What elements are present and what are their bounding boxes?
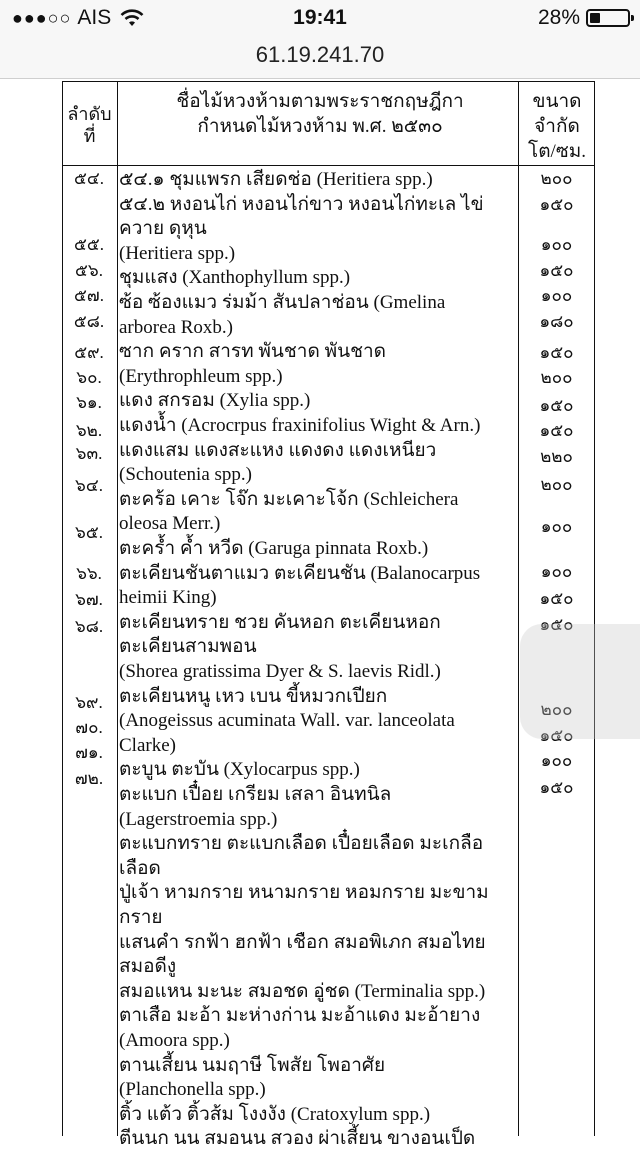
status-bar (0, 0, 640, 40)
size-limit-value: ๑๐๐ (540, 517, 573, 536)
tree-name-line: ปู่เจ้า หามกราย หนามกราย หอมกราย มะขาม (119, 882, 489, 904)
row-number: ๖๒. (75, 421, 103, 440)
tree-name-line: ตะเคียนทราย ชวย คันหอก ตะเคียนหอก (119, 611, 441, 633)
size-limit-value: ๑๕๐ (539, 589, 574, 608)
tree-name-line: สมอดีงู (119, 956, 177, 978)
tree-name-line: (Amoora spp.) (119, 1030, 230, 1051)
tree-name-line: กราย (119, 907, 163, 928)
size-limit-value: ๒๐๐ (540, 475, 573, 494)
size-limit-value: ๒๐๐ (540, 169, 573, 188)
size-limit-value: ๒๐๐ (540, 368, 573, 387)
row-number: ๖๔. (75, 476, 103, 495)
row-number: ๖๐. (76, 368, 102, 387)
tree-name-line: (Shorea gratissima Dyer & S. laevis Ridl.) (119, 661, 441, 682)
header-tree-name: ชื่อไม้หวงห้ามตามพระราชกฤษฎีกากำหนดไม้หวงห้าม พ.ศ. ๒๕๓๐ (176, 91, 464, 137)
size-limit-value: ๑๐๐ (540, 751, 573, 770)
tree-name-line: ตะเคียนหนู เหว เบน ขี้หมวกเปียก (119, 685, 388, 707)
tree-name-line: ตะเคียนสามพอน (119, 636, 257, 658)
row-number: ๖๓. (75, 444, 103, 463)
row-number: ๗๒. (74, 769, 104, 788)
tree-name-line: heimii King) (119, 587, 217, 609)
tree-name-line: สมอแหน มะนะ สมอชด อู่ชด (Terminalia spp.) (119, 980, 486, 1002)
table-border-right (594, 81, 595, 1136)
size-limit-value: ๑๕๐ (539, 778, 574, 797)
address-bar[interactable] (0, 40, 640, 79)
tree-name-line: แสนคำ รกฟ้า ฮกฟ้า เชือก สมอพิเภก สมอไทย (119, 931, 486, 953)
row-number: ๖๙. (75, 693, 103, 712)
row-number: ๖๖. (76, 564, 102, 583)
signal-strength-icon: ●●●○○ (12, 7, 72, 28)
table-header-divider (62, 165, 594, 166)
size-limit-value: ๑๘๐ (539, 312, 574, 331)
clock: 19:41 (293, 6, 347, 29)
header-sequence: ลำดับที่ (67, 104, 112, 146)
size-limit-value: ๒๒๐ (540, 447, 573, 466)
row-number: ๕๙. (74, 343, 104, 362)
tree-name-line: ตะแบกทราย ตะแบกเลือด เปื๋อยเลือด มะเกลือ (119, 833, 484, 855)
tree-name-line: ตะคร้อ เคาะ โจ๊ก มะเคาะโจ้ก (Schleichera (119, 488, 459, 510)
size-limit-value: ๑๕๐ (539, 615, 574, 634)
tree-name-line: ตะคร้ำ ค้ำ หวีด (Garuga pinnata Roxb.) (119, 538, 429, 559)
tree-name-line: ตะแบก เปื๋อย เกรียม เสลา อินทนิล (119, 784, 392, 805)
size-limit-value: ๑๐๐ (540, 562, 573, 581)
tree-name-line: ชุมแสง (Xanthophyllum spp.) (119, 267, 351, 289)
tree-name-line: arborea Roxb.) (119, 316, 233, 338)
table-top-border (62, 81, 594, 82)
size-limit-value: ๑๕๐ (539, 726, 574, 745)
tree-name-line: Clarke) (119, 734, 176, 756)
row-number: ๕๖. (75, 261, 103, 280)
size-limit-value: ๑๕๐ (539, 421, 574, 440)
tree-name-line: ๕๔.๒ หงอนไก่ หงอนไก่ขาว หงอนไก่ทะเล ไข่ (119, 193, 484, 215)
tree-name-line: ซ้อ ซ้องแมว ร่มม้า สันปลาช่อน (Gmelina (119, 292, 446, 313)
battery-tip (631, 15, 634, 21)
row-number: ๖๗. (75, 590, 103, 609)
tree-name-line: ตะบูน ตะบัน (Xylocarpus spp.) (119, 759, 360, 781)
size-limit-value: ๑๕๐ (539, 195, 574, 214)
size-limit-value: ๑๕๐ (539, 396, 574, 415)
row-number: ๖๕. (75, 523, 103, 542)
tree-name-line: ตีนนก นน สมอนน สวอง ผ่าเสี้ยน ขางอนเป็ด (119, 1128, 476, 1150)
battery-level-fill (590, 13, 600, 23)
tree-name-line: (Erythrophleum spp.) (119, 365, 283, 387)
status-right (538, 6, 630, 30)
tree-name-line: (Anogeissus acuminata Wall. var. lanceolata (119, 710, 455, 732)
tree-name-line: ควาย ดุหุน (119, 218, 207, 240)
row-number: ๕๗. (74, 286, 104, 305)
tree-name-line: ๕๔.๑ ชุมแพรก เสียดช่อ (Heritiera spp.) (119, 169, 433, 190)
carrier-label: AIS (77, 6, 112, 29)
battery-icon (586, 9, 630, 27)
url-text[interactable]: 61.19.241.70 (255, 42, 385, 67)
size-limit-value: ๒๐๐ (540, 700, 573, 719)
tree-name-line: แดงแสม แดงสะแหง แดงดง แดงเหนียว (119, 439, 437, 461)
tree-name-line: (Lagerstroemia spp.) (119, 808, 278, 830)
row-number: ๖๑. (76, 393, 102, 412)
tree-name-line: ตะเคียนชันตาแมว ตะเคียนชัน (Balanocarpus (119, 562, 481, 584)
battery-percent: 28% (537, 6, 580, 29)
tree-name-line: ซาก คราก สารท พันชาด พันชาด (119, 341, 386, 363)
tree-name-line: ตาเสือ มะอ้า มะห่างก่าน มะอ้าแดง มะอ้ายาง (119, 1005, 481, 1027)
tree-name-line: แดง สกรอม (Xylia spp.) (119, 390, 311, 412)
tree-name-line: ตานเสี้ยน นมฤาษี โพสัย โพอาศัย (119, 1054, 386, 1076)
tree-name-line: (Heritiera spp.) (119, 242, 236, 264)
table-divider-1 (117, 81, 118, 1136)
tree-name-line: เลือด (119, 857, 161, 879)
header-size-limit: ขนาดจำกัดโต/ซม. (528, 91, 586, 162)
row-number: ๕๘. (73, 312, 105, 331)
row-number: ๕๕. (74, 235, 104, 254)
size-limit-value: ๑๐๐ (540, 235, 573, 254)
row-number: ๗๑. (75, 743, 103, 762)
tree-name-line: (Planchonella spp.) (119, 1079, 266, 1101)
tree-name-line: (Schoutenia spp.) (119, 464, 252, 486)
document-page (0, 79, 640, 1150)
size-limit-value: ๑๕๐ (539, 343, 574, 362)
tree-name-line: ติ้ว แต้ว ติ้วส้ม โงงงัง (Cratoxylum spp.) (119, 1103, 431, 1125)
tree-name-line: oleosa Merr.) (119, 513, 221, 535)
row-number: ๕๔. (74, 169, 104, 188)
scroll-overlay (520, 624, 640, 739)
size-limit-value: ๑๕๐ (539, 261, 574, 280)
size-limit-value: ๑๐๐ (540, 286, 573, 305)
tree-name-line: แดงน้ำ (Acrocrpus fraxinifolius Wight & Arn.) (119, 415, 481, 436)
row-number: ๖๘. (74, 617, 104, 636)
row-number: ๗๐. (75, 718, 103, 737)
